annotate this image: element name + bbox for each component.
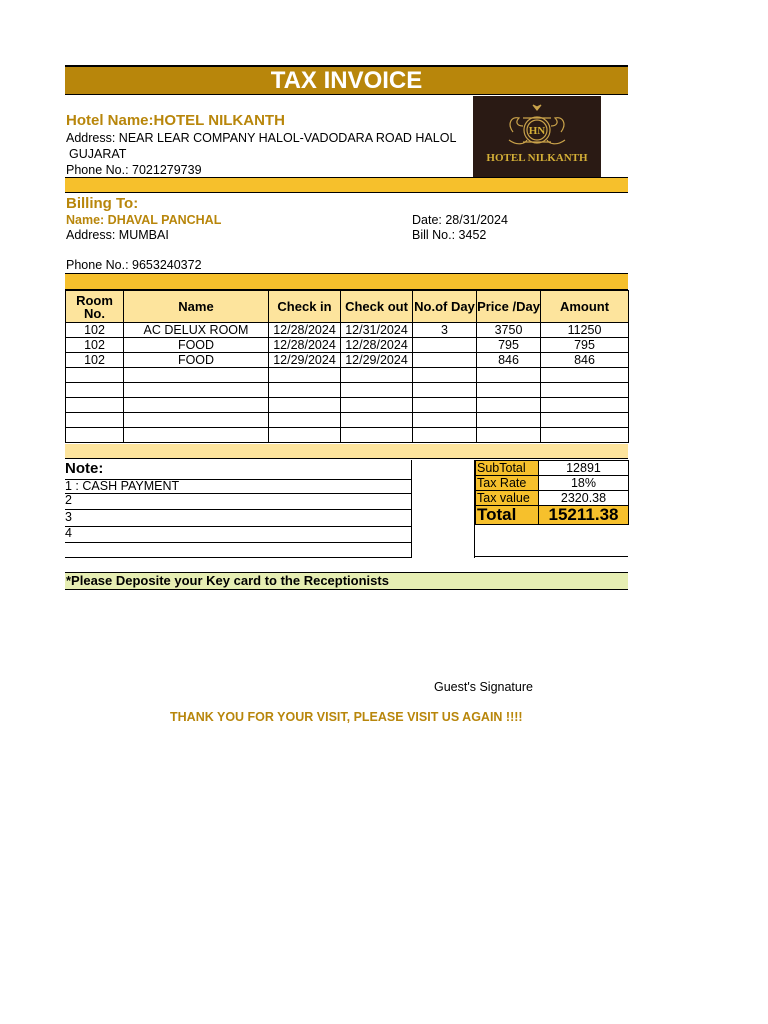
total-value: 15211.38: [539, 506, 629, 525]
tax-rate-row: [476, 476, 629, 491]
cell: 12/31/2024: [341, 323, 413, 338]
table-bottom-band: [65, 444, 628, 459]
total-label: Total: [476, 506, 539, 525]
billing-phone: Phone No.: 9653240372: [66, 258, 202, 272]
logo-name: HOTEL NILKANTH: [486, 152, 588, 164]
cell: 12/28/2024: [269, 338, 341, 353]
cell: 846: [477, 353, 541, 368]
cell: 12/29/2024: [341, 353, 413, 368]
table-row: [66, 353, 629, 368]
table-header-row: [66, 291, 629, 323]
hotel-address-line2: GUJARAT: [69, 147, 127, 161]
hotel-address-line1: Address: NEAR LEAR COMPANY HALOL-VADODARA ROAD HALOL: [66, 131, 457, 145]
bill-number: Bill No.: 3452: [412, 228, 487, 242]
cell: 12/28/2024: [269, 323, 341, 338]
divider: [474, 556, 628, 557]
table-row-empty: [66, 398, 629, 413]
cell: FOOD: [124, 338, 269, 353]
table-top-band: [65, 273, 628, 290]
col-header-checkin: Check in: [269, 291, 341, 323]
col-header-price: Price /Day: [477, 291, 541, 323]
invoice-title: TAX INVOICE: [65, 65, 628, 95]
totals-table: [475, 460, 629, 525]
col-header-name: Name: [124, 291, 269, 323]
cell: AC DELUX ROOM: [124, 323, 269, 338]
logo-initials: HN: [528, 125, 546, 137]
subtotal-value: 12891: [539, 461, 629, 476]
subtotal-row: [476, 461, 629, 476]
divider: [411, 460, 412, 558]
cell: 795: [477, 338, 541, 353]
items-table: [65, 290, 629, 443]
cell: 846: [541, 353, 629, 368]
note-line-blank: [65, 542, 412, 558]
cell: 3750: [477, 323, 541, 338]
hotel-logo-emblem-icon: [473, 96, 601, 177]
cell: [413, 338, 477, 353]
cell: 102: [66, 353, 124, 368]
table-row-empty: [66, 368, 629, 383]
subtotal-label: SubTotal: [476, 461, 539, 476]
tax-value-label: Tax value: [476, 491, 539, 506]
guest-signature-label: Guest's Signature: [434, 680, 533, 694]
table-row-empty: [66, 383, 629, 398]
hotel-name: Hotel Name:HOTEL NILKANTH: [66, 112, 285, 129]
billing-address: Address: MUMBAI: [66, 228, 169, 242]
notes-heading: Note:: [65, 460, 412, 480]
tax-rate-value: 18%: [539, 476, 629, 491]
tax-value-value: 2320.38: [539, 491, 629, 506]
note-line: 4: [65, 526, 412, 543]
cell: 12/28/2024: [341, 338, 413, 353]
col-header-room: Room No.: [66, 291, 124, 323]
billing-name: Name: DHAVAL PANCHAL: [66, 213, 222, 227]
col-header-days: No.of Day: [413, 291, 477, 323]
hotel-logo: [473, 96, 601, 177]
thank-you-message: THANK YOU FOR YOUR VISIT, PLEASE VISIT US AGAIN !!!!: [170, 710, 523, 724]
deposit-notice: *Please Deposite your Key card to the Receptionists: [65, 572, 628, 590]
note-line: 1 : CASH PAYMENT: [65, 479, 412, 494]
cell: 102: [66, 338, 124, 353]
bill-date: Date: 28/31/2024: [412, 213, 508, 227]
cell: 3: [413, 323, 477, 338]
tax-value-row: [476, 491, 629, 506]
cell: 11250: [541, 323, 629, 338]
cell: 12/29/2024: [269, 353, 341, 368]
cell: 795: [541, 338, 629, 353]
table-row-empty: [66, 413, 629, 428]
table-row: [66, 323, 629, 338]
cell: FOOD: [124, 353, 269, 368]
note-line: 2: [65, 493, 412, 510]
tax-rate-label: Tax Rate: [476, 476, 539, 491]
note-line: 3: [65, 509, 412, 527]
col-header-checkout: Check out: [341, 291, 413, 323]
section-band: [65, 177, 628, 193]
cell: [413, 353, 477, 368]
total-row: [476, 506, 629, 525]
col-header-amount: Amount: [541, 291, 629, 323]
cell: 102: [66, 323, 124, 338]
table-row: [66, 338, 629, 353]
table-row-empty: [66, 428, 629, 443]
billing-heading: Billing To:: [66, 195, 139, 212]
hotel-phone: Phone No.: 7021279739: [66, 163, 202, 177]
notes-section: [65, 460, 412, 558]
